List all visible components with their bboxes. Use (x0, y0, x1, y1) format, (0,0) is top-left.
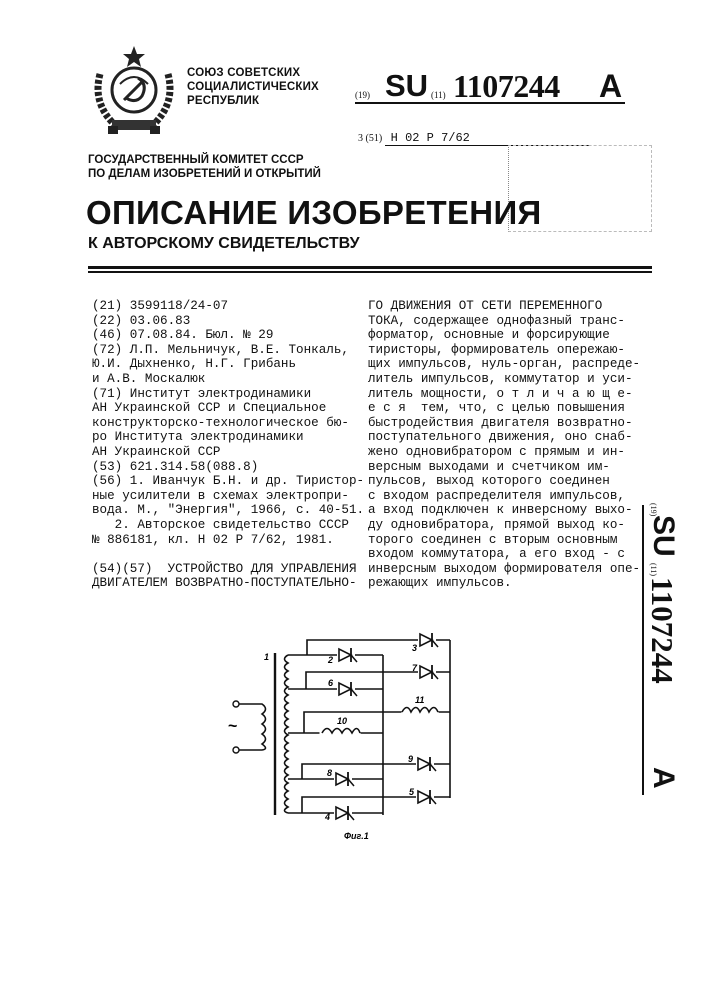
label-4: 4 (324, 812, 330, 822)
patent-number: 1107244 (453, 68, 560, 105)
text-line: и А.В. Москалюк (92, 372, 364, 387)
figure-caption: Фиг.1 (344, 831, 369, 841)
thyristor-icon (337, 648, 357, 662)
secondary-winding-icon (285, 655, 289, 813)
inid-11: (11) (431, 90, 446, 100)
circuit-diagram (0, 0, 707, 1000)
text-line: версным выходами и счетчиком им- (368, 460, 640, 475)
kind-code: A (646, 767, 680, 789)
text-line: пульсов, выход которого соединен (368, 474, 640, 489)
thyristor-icon (334, 806, 354, 820)
terminal-icon (233, 701, 239, 707)
text-line: тиристоры, формирователь опережаю- (368, 343, 640, 358)
primary-winding-icon (236, 704, 266, 750)
document-subtitle: К АВТОРСКОМУ СВИДЕТЕЛЬСТВУ (88, 235, 360, 253)
text-line: ТОКА, содержащее однофазный транс- (368, 314, 640, 329)
text-line: (21) 3599118/24-07 (92, 299, 364, 314)
thyristor-icon (337, 682, 357, 696)
thyristor-icon (334, 772, 354, 786)
terminal-icon (233, 747, 239, 753)
text-line: Ю.И. Дыхненко, Н.Г. Грибань (92, 357, 364, 372)
inid-19: (19) (649, 503, 658, 516)
text-line: (71) Институт электродинамики (92, 387, 364, 402)
label-7: 7 (412, 663, 418, 673)
kind-code: A (599, 68, 622, 105)
text-line: жено одновибратором с прямым и ин- (368, 445, 640, 460)
text-line: (46) 07.08.84. Бюл. № 29 (92, 328, 364, 343)
ac-symbol: ~ (228, 718, 237, 735)
text-line: щих импульсов, нуль-орган, распреде- (368, 357, 640, 372)
label-5: 5 (409, 787, 415, 797)
text-line: входом коммутатора, а его вход - с (368, 547, 640, 562)
text-line: ро Института электродинамики (92, 430, 364, 445)
text-line: форматор, основные и форсирующие (368, 328, 640, 343)
text-line: (56) 1. Иванчук Б.Н. и др. Тиристор- (92, 474, 364, 489)
thyristor-icon (416, 790, 436, 804)
text-line: ДВИГАТЕЛЕМ ВОЗВРАТНО-ПОСТУПАТЕЛЬНО- (92, 576, 364, 591)
thyristor-icon (418, 665, 438, 679)
label-6: 6 (328, 678, 334, 688)
text-line: АН Украинской ССР (92, 445, 364, 460)
label-3: 3 (412, 643, 417, 653)
text-line: 2. Авторское свидетельство СССР (92, 518, 364, 533)
label-9: 9 (408, 754, 413, 764)
text-line: литель мощности, о т л и ч а ю щ е- (368, 387, 640, 402)
text-line: ду одновибратора, прямой выход ко- (368, 518, 640, 533)
country-code: SU (385, 68, 428, 104)
thyristor-icon (416, 757, 436, 771)
label-11: 11 (415, 695, 424, 705)
label-1: 1 (264, 652, 269, 662)
country-line: СОЮЗ СОВЕТСКИХ (187, 66, 319, 80)
inid-19: (19) (355, 90, 370, 100)
text-line: а вход подключен к инверсному выхо- (368, 503, 640, 518)
label-10: 10 (337, 716, 347, 726)
text-line: (72) Л.П. Мельничук, В.Е. Тонкаль, (92, 343, 364, 358)
document-title: ОПИСАНИЕ ИЗОБРЕТЕНИЯ (86, 194, 541, 232)
ipc-value: Н 02 Р 7/62 (385, 131, 591, 146)
committee-line: ПО ДЕЛАМ ИЗОБРЕТЕНИЙ И ОТКРЫТИЙ (88, 167, 321, 181)
text-line: быстродействия двигателя возвратно- (368, 416, 640, 431)
country-line: РЕСПУБЛИК (187, 94, 319, 108)
text-line: инверсным выходом формирователя опе- (368, 562, 640, 577)
text-line: поступательного движения, оно снаб- (368, 430, 640, 445)
text-line: режающих импульсов. (368, 576, 640, 591)
text-line: (53) 621.314.58(088.8) (92, 460, 364, 475)
text-line: № 886181, кл. Н 02 Р 7/62, 1981. (92, 533, 364, 548)
text-line: (54)(57) УСТРОЙСТВО ДЛЯ УПРАВЛЕНИЯ (92, 562, 364, 577)
inid-11: (11) (649, 563, 658, 576)
text-line: литель импульсов, коммутатор и уси- (368, 372, 640, 387)
country-line: СОЦИАЛИСТИЧЕСКИХ (187, 80, 319, 94)
text-line: е с я тем, что, с целью повышения (368, 401, 640, 416)
thyristor-icon (418, 633, 438, 647)
text-line: с входом распределителя импульсов, (368, 489, 640, 504)
text-line: вода. М., "Энергия", 1966, с. 40-51. (92, 503, 364, 518)
text-line: торого соединен с вторым основным (368, 533, 640, 548)
text-line: конструкторско-технологическое бю- (92, 416, 364, 431)
patent-number: 1107244 (644, 577, 680, 684)
text-line: ГО ДВИЖЕНИЯ ОТ СЕТИ ПЕРЕМЕННОГО (368, 299, 640, 314)
text-line: АН Украинской ССР и Специальное (92, 401, 364, 416)
label-2: 2 (327, 655, 333, 665)
committee-line: ГОСУДАРСТВЕННЫЙ КОМИТЕТ СССР (88, 153, 321, 167)
ipc-prefix: 3 (51) (358, 133, 382, 144)
label-8: 8 (327, 768, 332, 778)
country-code: SU (646, 515, 680, 557)
text-line: ные усилители в схемах электропри- (92, 489, 364, 504)
text-line: (22) 03.06.83 (92, 314, 364, 329)
